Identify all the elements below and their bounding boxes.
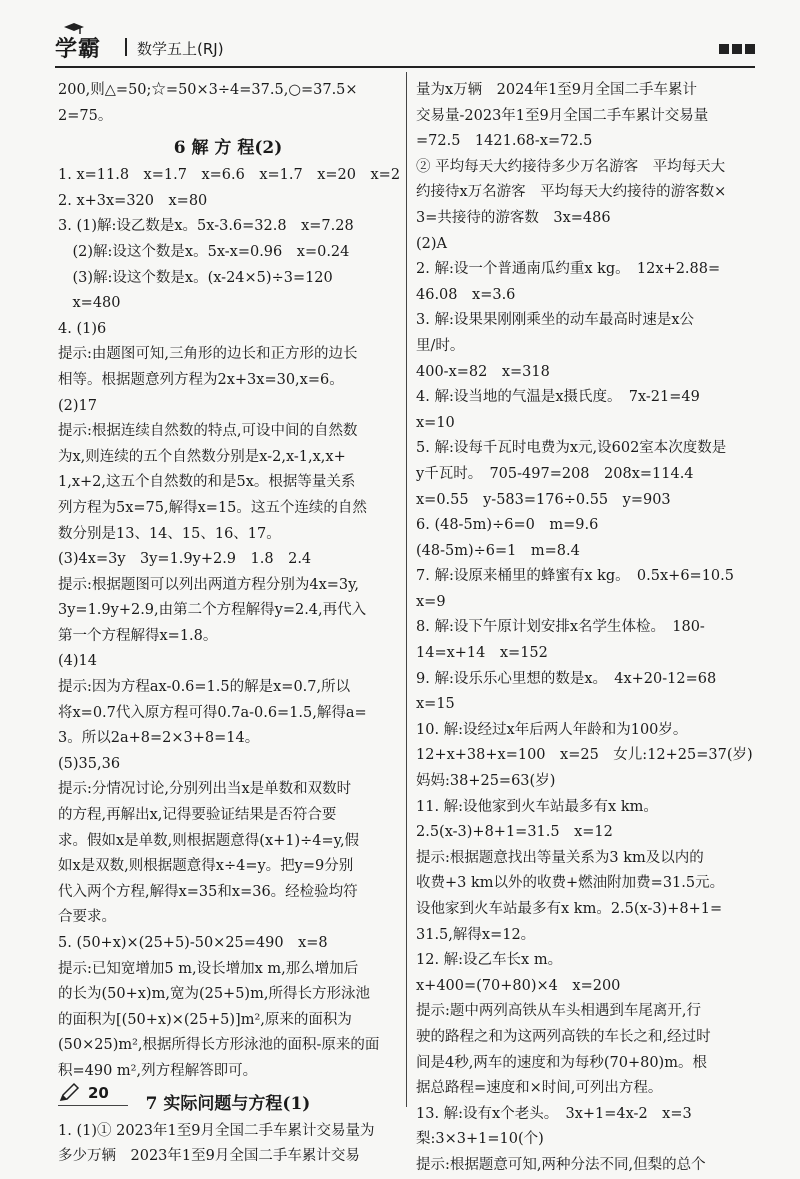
text-line: 第一个方程解得x=1.8。 xyxy=(58,627,218,644)
text-line: 1. x=11.8 x=1.7 x=6.6 x=1.7 x=20 x=2 xyxy=(58,167,401,184)
text-line: 提示:分情况讨论,分别列出当x是单数和双数时 xyxy=(58,781,352,798)
text-line: 为x,则连续的五个自然数分别是x-2,x-1,x,x+ xyxy=(58,448,346,465)
right-column xyxy=(416,78,751,1179)
text-line: (2)17 xyxy=(58,397,97,414)
page-number: 20 xyxy=(88,1084,109,1102)
text-line: 7. 解:设原来桶里的蜂蜜有x kg。 0.5x+6=10.5 xyxy=(416,568,734,585)
text-line: (3)解:设这个数是x。(x-24×5)÷3=120 xyxy=(58,269,333,286)
text-line: 提示:根据题意找出等量关系为3 km及以内的 xyxy=(416,849,704,866)
text-line: 如x是双数,则根据题意得x÷4=y。把y=9分别 xyxy=(58,858,354,875)
text-line: 12+x+38+x=100 x=25 女儿:12+25=37(岁) xyxy=(416,747,753,764)
text-line: 46.08 x=3.6 xyxy=(416,286,516,303)
text-line: (50×25)m²,根据所得长方形泳池的面积-原来的面 xyxy=(58,1037,380,1054)
text-line: 合要求。 xyxy=(58,909,116,926)
text-line: 据总路程=速度和×时间,可列出方程。 xyxy=(416,1080,663,1097)
pencil-icon xyxy=(58,1082,80,1104)
text-line: 3. (1)解:设乙数是x。5x-3.6=32.8 x=7.28 xyxy=(58,218,354,235)
text-line: 提示:根据连续自然数的特点,可设中间的自然数 xyxy=(58,423,358,440)
text-line: 数分别是13、14、15、16、17。 xyxy=(58,525,281,542)
text-line: 31.5,解得x=12。 xyxy=(416,926,536,943)
section-heading: 7 实际问题与方程(1) xyxy=(145,1093,311,1114)
text-line: 代入两个方程,解得x=35和x=36。经检验均符 xyxy=(58,883,358,900)
text-line: 求。假如x是单数,则根据题意得(x+1)÷4=y,假 xyxy=(58,832,360,849)
brand-logo: 学霸 xyxy=(55,37,102,62)
text-line: 提示:根据题意可知,两种分法不同,但梨的总个 xyxy=(416,1156,706,1173)
text-line: (3)4x=3y 3y=1.9y+2.9 1.8 2.4 xyxy=(58,551,312,568)
text-line: 多少万辆 2023年1至9月全国二手车累计交易 xyxy=(58,1148,360,1165)
text-line: 妈妈:38+25=63(岁) xyxy=(416,773,556,790)
text-line: x=15 xyxy=(416,696,455,713)
text-line: (48-5m)÷6=1 m=8.4 xyxy=(416,542,580,559)
text-line: 提示:已知宽增加5 m,设长增加x m,那么增加后 xyxy=(58,960,359,977)
text-line: 2. 解:设一个普通南瓜约重x kg。 12x+2.88= xyxy=(416,261,721,278)
text-line: 2.5(x-3)+8+1=31.5 x=12 xyxy=(416,824,613,841)
header-rule xyxy=(55,66,755,68)
text-line: 梨:3×3+1=10(个) xyxy=(416,1131,544,1148)
text-line: 相等。根据题意列方程为2x+3x=30,x=6。 xyxy=(58,371,344,388)
text-line: 5. (50+x)×(25+5)-50×25=490 x=8 xyxy=(58,935,328,951)
text-line: 交易量-2023年1至9月全国二手车累计交易量 xyxy=(416,107,709,124)
text-line: y千瓦时。 705-497=208 208x=114.4 xyxy=(416,465,694,482)
text-line: 量为x万辆 2024年1至9月全国二手车累计 xyxy=(416,82,698,98)
text-line: 2. x+3x=320 x=80 xyxy=(58,192,208,209)
text-line: 将x=0.7代入原方程可得0.7a-0.6=1.5,解得a= xyxy=(58,704,367,721)
text-line: 2=75。 xyxy=(58,107,113,124)
text-line: x=480 xyxy=(58,295,121,312)
text-line: 10. 解:设经过x年后两人年龄和为100岁。 xyxy=(416,721,688,738)
text-line: 200,则△=50;☆=50×3÷4=37.5,○=37.5× xyxy=(58,82,358,98)
column-divider xyxy=(406,72,407,1107)
text-line: 的方程,再解出x,记得要验证结果是否符合要 xyxy=(58,807,337,824)
text-line: ② 平均每天大约接待多少万名游客 平均每天大 xyxy=(416,158,726,175)
text-line: x=10 xyxy=(416,414,455,431)
text-line: (4)14 xyxy=(58,653,97,670)
text-line: 的长为(50+x)m,宽为(25+5)m,所得长方形泳池 xyxy=(58,986,370,1003)
left-column xyxy=(58,78,401,1170)
text-line: 设他家到火车站最多有x km。2.5(x-3)+8+1= xyxy=(416,901,723,917)
text-line: 3。所以2a+8=2×3+8=14。 xyxy=(58,730,260,747)
text-line: 12. 解:设乙车长x m。 xyxy=(416,952,563,969)
text-line: 14=x+14 x=152 xyxy=(416,645,548,662)
text-line: (2)解:设这个数是x。5x-x=0.96 x=0.24 xyxy=(58,243,350,260)
text-line: 的面积为[(50+x)×(25+5)]m²,原来的面积为 xyxy=(58,1011,352,1028)
header-squares-icon xyxy=(719,44,755,54)
text-line: 8. 解:设下午原计划安排x名学生体检。 180- xyxy=(416,619,705,636)
text-line: 积=490 m²,列方程解答即可。 xyxy=(58,1062,258,1079)
text-line: 1,x+2,这五个自然数的和是5x。根据等量关系 xyxy=(58,474,356,491)
text-line: 11. 解:设他家到火车站最多有x km。 xyxy=(416,798,658,815)
text-line: 400-x=82 x=318 xyxy=(416,363,550,380)
text-line: 5. 解:设每千瓦时电费为x元,设602室本次度数是 xyxy=(416,440,727,457)
text-line: 提示:由题图可知,三角形的边长和正方形的边长 xyxy=(58,346,358,363)
text-line: 收费+3 km以外的收费+燃油附加费=31.5元。 xyxy=(416,875,725,892)
text-line: (5)35,36 xyxy=(58,755,121,772)
section-heading: 6 解 方 程(2) xyxy=(173,138,283,159)
text-line: x+400=(70+80)×4 x=200 xyxy=(416,977,621,994)
text-line: 约接待x万名游客 平均每天大约接待的游客数× xyxy=(416,184,727,201)
text-line: 9. 解:设乐乐心里想的数是x。 4x+20-12=68 xyxy=(416,670,717,687)
text-line: (2)A xyxy=(416,235,448,252)
text-line: x=9 xyxy=(416,593,446,610)
text-line: 驶的路程之和为这两列高铁的车长之和,经过时 xyxy=(416,1028,711,1045)
text-line: x=0.55 y-583=176÷0.55 y=903 xyxy=(416,491,671,508)
page-header xyxy=(55,22,755,70)
text-line: 列方程为5x=75,解得x=15。这五个连续的自然 xyxy=(58,499,367,516)
text-line: 间是4秒,两车的速度和为每秒(70+80)m。根 xyxy=(416,1054,707,1071)
page-footer xyxy=(58,1082,109,1104)
text-line: 4. 解:设当地的气温是x摄氏度。 7x-21=49 xyxy=(416,389,700,406)
text-line: 3y=1.9y+2.9,由第二个方程解得y=2.4,再代入 xyxy=(58,602,367,619)
subject-title: 数学五上(RJ) xyxy=(137,40,224,58)
text-line: 6. (48-5m)÷6=0 m=9.6 xyxy=(416,517,599,534)
text-line: 提示:题中两列高铁从车头相遇到车尾离开,行 xyxy=(416,1003,701,1020)
text-line: 13. 解:设有x个老头。 3x+1=4x-2 x=3 xyxy=(416,1105,692,1122)
text-line: 提示:根据题图可以列出两道方程分别为4x=3y, xyxy=(58,576,360,593)
text-line: 3=共接待的游客数 3x=486 xyxy=(416,209,611,226)
header-separator xyxy=(125,38,127,56)
text-line: 3. 解:设果果刚刚乘坐的动车最高时速是x公 xyxy=(416,312,695,329)
text-line: 4. (1)6 xyxy=(58,320,107,337)
text-line: 提示:因为方程ax-0.6=1.5的解是x=0.7,所以 xyxy=(58,679,351,696)
text-line: 1. (1)① 2023年1至9月全国二手车累计交易量为 xyxy=(58,1122,375,1139)
text-line: 里/时。 xyxy=(416,337,465,354)
footer-rule xyxy=(58,1105,128,1106)
text-line: =72.5 1421.68-x=72.5 xyxy=(416,133,593,150)
